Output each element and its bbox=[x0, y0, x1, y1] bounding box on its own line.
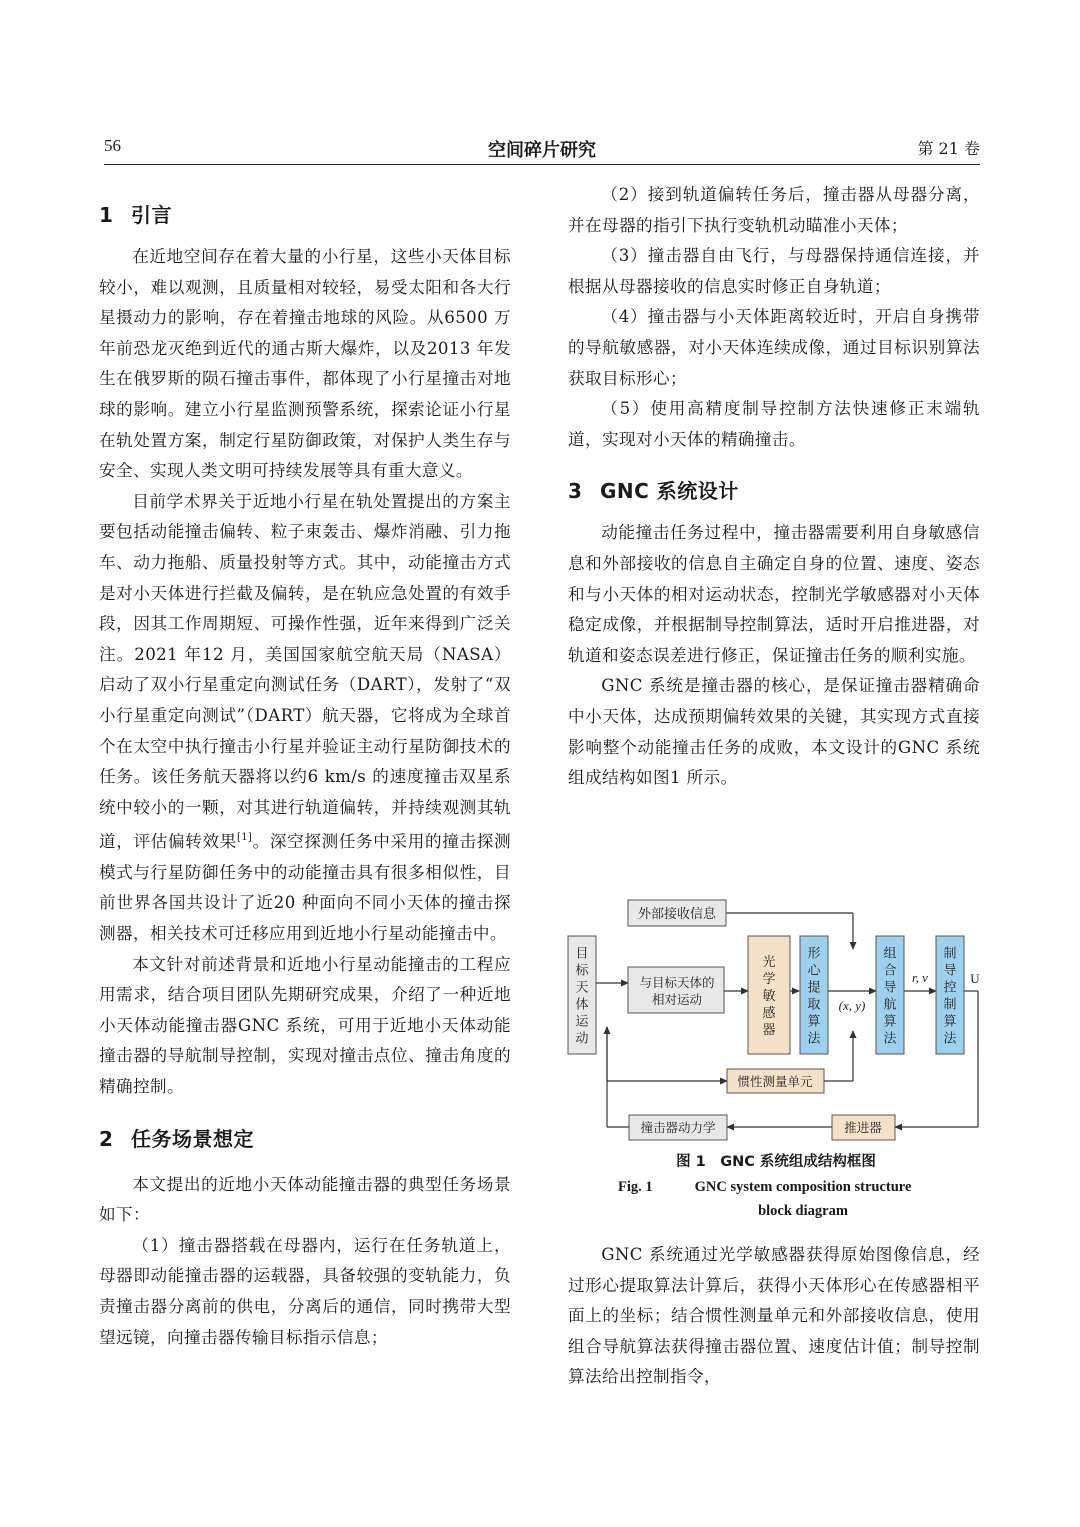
section-2-title: 任务场景想定 bbox=[131, 1126, 254, 1151]
running-header bbox=[104, 136, 980, 162]
figure-caption-en bbox=[618, 1175, 988, 1223]
label-char: 提 bbox=[807, 980, 821, 996]
label-char: 法 bbox=[883, 1031, 897, 1047]
section-1-number: 1 bbox=[99, 203, 114, 227]
label-char: 光 bbox=[762, 955, 776, 971]
paragraph-text: 目前学术界关于近地小行星在轨处置提出的方案主要包括动能撞击偏转、粒子束轰击、爆炸消融、引力拖车、动力拖船、质量投射等方式。其中，动能撞击方式是对小天体进行拦截及偏转，是在轨应急处置的有效手段，因其工作周期短、可操作性强，近年来得到广泛关注。2021 年12 月，美国国家航空航天局（NASA）启动了双小行星重定向测试任务（DART），发射了“双小行星重定向测试”（DART）航天器，它将成为全球首个在太空中执行撞击小行星并验证主动行星防御技术的任务。该任务航天器将以约6 km/s 的速度撞击双星系统中较小的一颗，对其进行轨道偏转，并持续观测其轨道，评估偏转效果 bbox=[99, 491, 511, 852]
label-char: 心 bbox=[807, 963, 821, 979]
page-number: 56 bbox=[104, 136, 121, 155]
section-3-number: 3 bbox=[568, 479, 583, 504]
label-char: 目 bbox=[575, 946, 589, 962]
paragraph: GNC 系统通过光学敏感器获得原始图像信息，经过形心提取算法计算后，获得小天体形心在传感器相平面上的坐标；结合惯性测量单元和外部接收信息，使用组合导航算法获得撞击器位置、速度估计值；制导控制算法给出控制指令， bbox=[568, 1245, 980, 1387]
section-3-heading bbox=[568, 475, 980, 504]
label-char: 天 bbox=[575, 980, 589, 996]
label-relative-motion-1: 与目标天体的 bbox=[639, 975, 715, 990]
paragraph: （3）撞击器自由飞行，与母器保持通信连接，并根据从母器接收的信息实时修正自身轨道； bbox=[568, 246, 980, 296]
label-char: 制 bbox=[943, 946, 957, 962]
label-char: 运 bbox=[575, 1014, 589, 1030]
label-char: 制 bbox=[943, 997, 957, 1013]
label-thruster: 推进器 bbox=[844, 1120, 882, 1135]
paragraph-text: 。深空探测任务中采用的撞击探测模式与行星防御任务中的动能撞击具有很多相似性，目前世界各国共设计了近20 种面向不同小天体的撞击探测器，相关技术可迁移应用到近地小行星动能撞击中。 bbox=[99, 832, 512, 944]
label-char: 动 bbox=[575, 1031, 589, 1047]
paragraph: （4）撞击器与小天体距离较近时，开启自身携带的导航敏感器，对小天体连续成像，通过目标识别算法获取目标形心； bbox=[568, 307, 980, 388]
right-column bbox=[568, 180, 980, 794]
paragraph: 动能撞击任务过程中，撞击器需要利用自身敏感信息和外部接收的信息自主确定自身的位置、速度、姿态和与小天体的相对运动状态，控制光学敏感器对小天体稳定成像，并根据制导控制算法，适时开启推进器，对轨道和姿态误差进行修正，保证撞击任务的顺利实施。 bbox=[568, 523, 980, 665]
journal-title: 空间碎片研究 bbox=[488, 140, 596, 161]
paragraph: （5）使用高精度制导控制方法快速修正末端轨道，实现对小天体的精确撞击。 bbox=[568, 399, 980, 449]
paragraph: （1）撞击器搭载在母器内，运行在任务轨道上，母器即动能撞击器的运载器，具备较强的变轨能力，负责撞击器分离前的供电，分离后的通信，同时携带大型望远镜，向撞击器传输目标指示信息； bbox=[99, 1235, 511, 1347]
label-char: 形 bbox=[807, 946, 821, 962]
figure-caption-en-label: Fig. 1 bbox=[618, 1179, 653, 1195]
label-char: 组 bbox=[883, 946, 897, 962]
citation[interactable]: [1] bbox=[236, 832, 253, 844]
figure-caption-cn: 图 1 GNC 系统组成结构框图 bbox=[676, 1154, 876, 1170]
paragraph bbox=[99, 487, 511, 950]
header-rule bbox=[104, 164, 980, 165]
section-1-heading bbox=[99, 199, 511, 228]
label-char: 法 bbox=[943, 1031, 957, 1047]
figure-1 bbox=[566, 896, 986, 1226]
label-xy: (x, y) bbox=[838, 998, 866, 1013]
left-column bbox=[99, 180, 511, 1353]
label-char: 感 bbox=[762, 1006, 776, 1022]
section-1-title: 引言 bbox=[131, 203, 172, 227]
label-char: 器 bbox=[762, 1023, 776, 1039]
volume-label: 第 21 卷 bbox=[917, 139, 980, 158]
label-char: 法 bbox=[807, 1031, 821, 1047]
section-2-number: 2 bbox=[99, 1126, 114, 1151]
label-char: 算 bbox=[807, 1014, 821, 1030]
label-char: 标 bbox=[575, 963, 589, 979]
label-u: U bbox=[970, 971, 980, 986]
label-rv: r, v bbox=[912, 970, 928, 985]
section-3-title: GNC 系统设计 bbox=[600, 479, 739, 504]
paragraph: 本文提出的近地小天体动能撞击器的典型任务场景如下： bbox=[99, 1174, 511, 1225]
label-char: 航 bbox=[883, 997, 897, 1013]
label-external-info: 外部接收信息 bbox=[637, 907, 717, 922]
figure-caption-en-line1: GNC system composition structure bbox=[694, 1179, 912, 1195]
label-char: 导 bbox=[883, 980, 897, 996]
paragraph: 在近地空间存在着大量的小行星，这些小天体目标较小，难以观测，且质量相对较轻，易受太阳和各大行星摄动力的影响，存在着撞击地球的风险。从6500 万年前恐龙灭绝到近代的通古斯大爆炸，以及2013 年发生在俄罗斯的陨石撞击事件，都体现了小行星撞击对地球的影响。建立小行星监测预警系统，探索论证小行星在轨处置方案，制定行星防御政策，对保护人类生存与安全、实现人类文明可持续发展等具有重大意义。 bbox=[99, 247, 511, 481]
gnc-block-diagram bbox=[566, 896, 986, 1141]
label-char: 学 bbox=[762, 972, 776, 988]
section-2-heading bbox=[99, 1123, 511, 1152]
label-char: 算 bbox=[883, 1014, 897, 1030]
label-relative-motion-2: 相对运动 bbox=[651, 992, 703, 1007]
paragraph: （2）接到轨道偏转任务后，撞击器从母器分离，并在母器的指引下执行变轨机动瞄准小天体； bbox=[568, 185, 980, 235]
label-char: 控 bbox=[943, 980, 957, 996]
label-char: 取 bbox=[807, 997, 821, 1013]
paragraph: 本文针对前述背景和近地小行星动能撞击的工程应用需求，结合项目团队先期研究成果，介绍了一种近地小天体动能撞击器GNC 系统，可用于近地小天体动能撞击器的导航制导控制，实现对撞击点位、撞击角度的精确控制。 bbox=[99, 954, 511, 1097]
label-char: 体 bbox=[575, 997, 589, 1013]
label-char: 敏 bbox=[762, 989, 776, 1005]
label-char: 算 bbox=[943, 1014, 957, 1030]
right-column-continued bbox=[568, 1240, 980, 1393]
label-optical-sensor bbox=[762, 954, 775, 1038]
label-char: 合 bbox=[883, 963, 897, 979]
figure-caption-en-line2: block diagram bbox=[758, 1203, 848, 1219]
label-impactor-dynamics: 撞击器动力学 bbox=[640, 1120, 716, 1135]
label-char: 导 bbox=[943, 963, 957, 979]
label-imu: 惯性测量单元 bbox=[737, 1074, 813, 1089]
paragraph: GNC 系统是撞击器的核心，是保证撞击器精确命中小天体，达成预期偏转效果的关键，其实现方式直接影响整个动能撞击任务的成败，本文设计的GNC 系统组成结构如图1 所示。 bbox=[568, 676, 980, 788]
